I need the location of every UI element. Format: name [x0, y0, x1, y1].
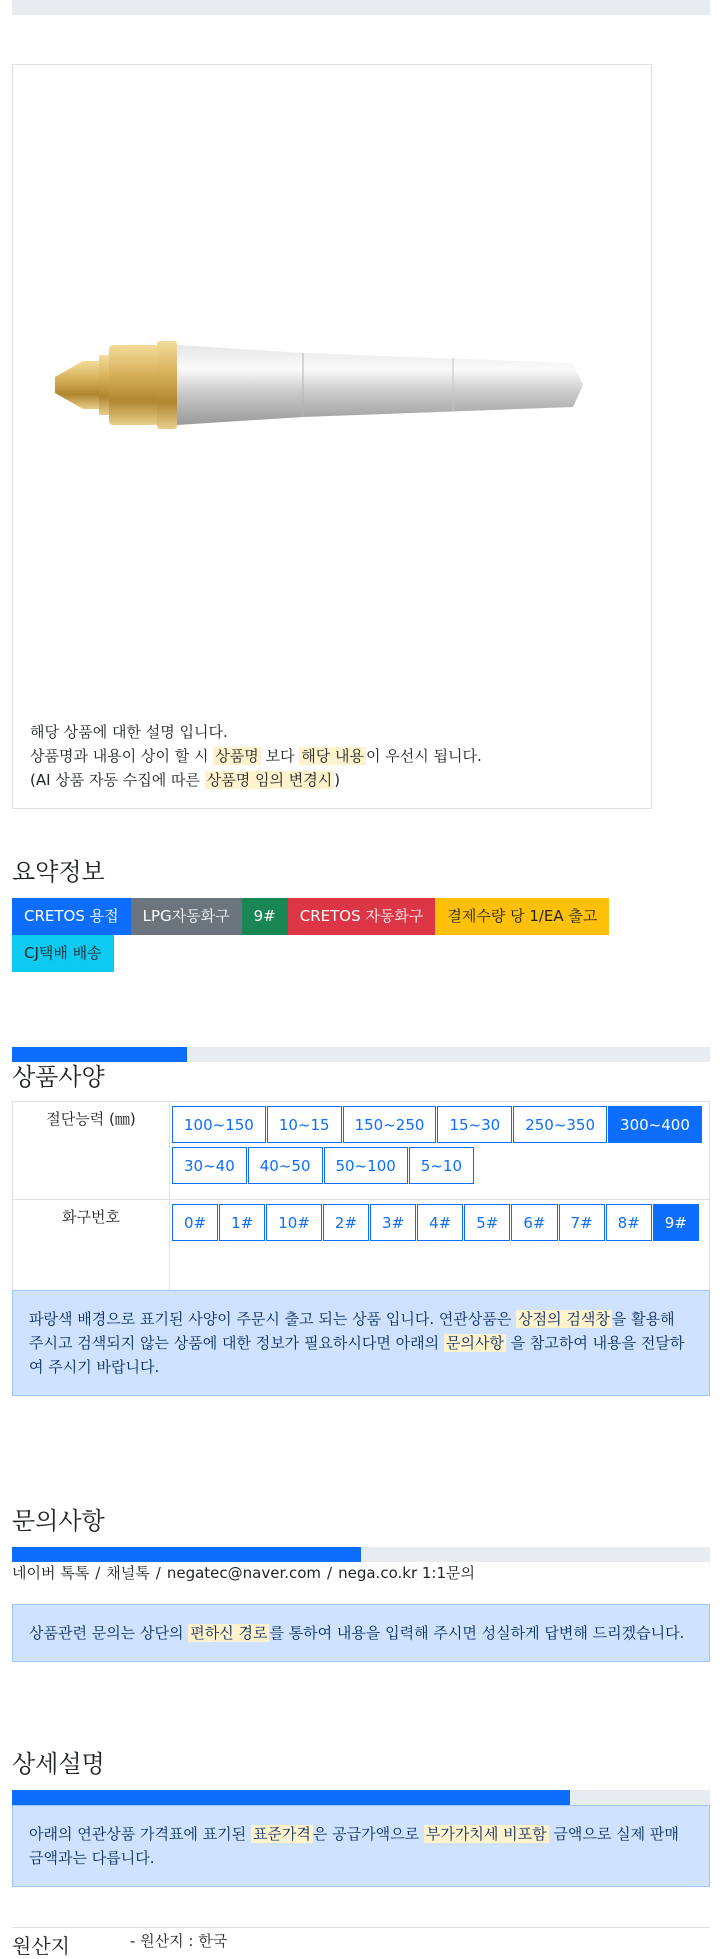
spec-progress-bar	[12, 1047, 710, 1062]
channel-chat[interactable]: 채널톡	[106, 1564, 150, 1582]
cutting-option[interactable]: 150~250	[343, 1106, 437, 1143]
nozzle-option[interactable]: 0#	[172, 1204, 218, 1241]
nozzle-option[interactable]: 10#	[266, 1204, 322, 1241]
cutting-option[interactable]: 40~50	[248, 1147, 323, 1184]
channel-email[interactable]: negatec@naver.com	[166, 1564, 322, 1582]
cutting-options	[170, 1102, 710, 1200]
spec-label-nozzle: 화구번호	[13, 1200, 170, 1298]
summary-tag: CRETOS 자동화구	[288, 898, 436, 935]
summary-tags	[12, 898, 712, 972]
top-bar	[12, 0, 710, 15]
nozzle-options	[170, 1200, 710, 1298]
desc-line-1: 해당 상품에 대한 설명 입니다.	[30, 723, 228, 741]
origin-row	[12, 1927, 710, 1958]
cutting-option[interactable]: 10~15	[267, 1106, 342, 1143]
cutting-option[interactable]: 250~350	[513, 1106, 607, 1143]
spec-label-cutting: 절단능력 (㎜)	[13, 1102, 170, 1200]
inquiry-notice: 상품관련 문의는 상단의 편하신 경로 를 통하여 내용을 입력해 주시면 성실하게 답변해 드리겠습니다.	[12, 1604, 710, 1662]
nozzle-option[interactable]: 3#	[370, 1204, 416, 1241]
channel-naver-talk[interactable]: 네이버 톡톡	[12, 1564, 90, 1582]
cutting-option[interactable]: 5~10	[409, 1147, 474, 1184]
summary-tag: 9#	[242, 898, 288, 935]
inquiry-channels: 네이버 톡톡 / 채널톡 / negatec@naver.com / nega.co.kr 1:1문의	[12, 1564, 475, 1582]
channel-website[interactable]: nega.co.kr 1:1문의	[338, 1564, 475, 1582]
spec-progress-fill	[12, 1047, 187, 1062]
cutting-option[interactable]: 100~150	[172, 1106, 266, 1143]
product-image-box	[12, 64, 652, 809]
cutting-option[interactable]: 300~400	[608, 1106, 702, 1143]
nozzle-option[interactable]: 6#	[511, 1204, 557, 1241]
detail-title: 상세설명	[12, 1750, 105, 1778]
spec-table	[12, 1101, 710, 1298]
desc-line-2: 상품명과 내용이 상이 할 시 상품명 보다 해당 내용 이 우선시 됩니다.	[30, 747, 482, 765]
nozzle-option[interactable]: 8#	[606, 1204, 652, 1241]
summary-tag: LPG자동화구	[131, 898, 242, 935]
product-description	[30, 720, 482, 792]
summary-tag: CRETOS 용접	[12, 898, 131, 935]
cutting-option[interactable]: 50~100	[324, 1147, 408, 1184]
nozzle-option[interactable]: 4#	[417, 1204, 463, 1241]
inquiry-progress-fill	[12, 1547, 361, 1562]
summary-title: 요약정보	[12, 858, 105, 886]
spec-row-cutting	[13, 1102, 710, 1200]
summary-tag: 결제수량 당 1/EA 출고	[435, 898, 609, 935]
nozzle-option[interactable]: 2#	[323, 1204, 369, 1241]
cutting-option[interactable]: 15~30	[437, 1106, 512, 1143]
inquiry-title: 문의사항	[12, 1507, 105, 1535]
cutting-option[interactable]: 30~40	[172, 1147, 247, 1184]
inquiry-progress-bar	[12, 1547, 710, 1562]
origin-value: - 원산지 : 한국	[130, 1932, 228, 1950]
spec-notice: 파랑색 배경으로 표기된 사양이 주문시 출고 되는 상품 입니다. 연관상품은 상점의 검색창 을 활용해 주시고 검색되지 않는 상품에 대한 정보가 필요하시다면 아래의 문의사항 을 참고하여 내용을 전달하여 주시기 바랍니다.	[12, 1290, 710, 1396]
spec-title: 상품사양	[12, 1063, 105, 1091]
nozzle-option[interactable]: 5#	[464, 1204, 510, 1241]
detail-notice: 아래의 연관상품 가격표에 표기된 표준가격 은 공급가액으로 부가가치세 비포함 금액으로 실제 판매금액과는 다릅니다.	[12, 1805, 710, 1887]
spec-row-nozzle	[13, 1200, 710, 1298]
cutting-nozzle-image	[53, 315, 593, 455]
desc-line-3: (AI 상품 자동 수집에 따른 상품명 임의 변경시 )	[30, 771, 341, 789]
summary-tag: CJ택배 배송	[12, 935, 114, 972]
detail-progress-fill	[12, 1790, 570, 1805]
nozzle-option[interactable]: 1#	[219, 1204, 265, 1241]
nozzle-option[interactable]: 7#	[559, 1204, 605, 1241]
detail-progress-bar	[12, 1790, 710, 1805]
origin-label: 원산지	[12, 1934, 70, 1958]
nozzle-option[interactable]: 9#	[653, 1204, 699, 1241]
